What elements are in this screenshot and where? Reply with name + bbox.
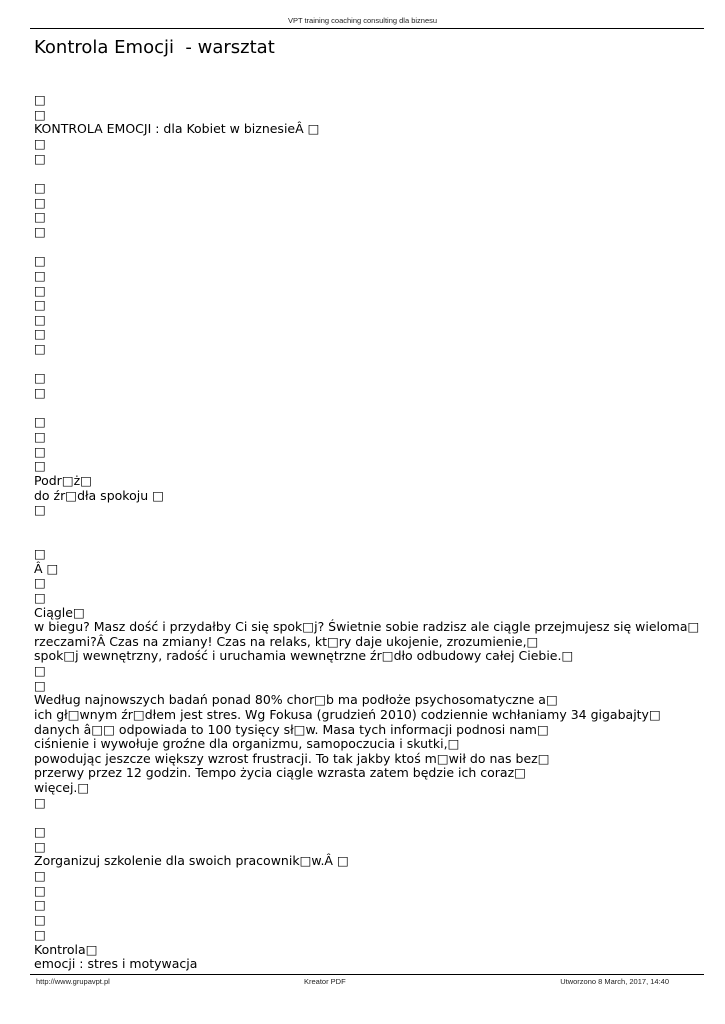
text-line: □ (34, 429, 46, 444)
text-line: Zorganizuj szkolenie dla swoich pracownik□w.Â □ (34, 853, 349, 868)
text-line: □ (34, 575, 46, 590)
running-header: VPT training coaching consulting dla biznesu (287, 16, 438, 25)
text-line: Ciągle□ (34, 605, 85, 620)
footer-url-link[interactable]: http://www.grupavpt.pl (36, 977, 110, 986)
text-line: □ (34, 136, 46, 151)
text-line: KONTROLA EMOCJI : dla Kobiet w biznesieÂ □ (34, 121, 320, 136)
text-line: spok□j wewnętrzny, radość i uruchamia wewnętrzne źr□dło odbudowy całej Ciebie.□ (34, 648, 574, 663)
text-line: □ (34, 590, 46, 605)
text-line: □ (34, 107, 46, 122)
text-line: □ (34, 268, 46, 283)
text-line: □ (34, 209, 46, 224)
text-line: □ (34, 458, 46, 473)
text-line: □ (34, 502, 46, 517)
text-line: więcej.□ (34, 780, 90, 795)
text-line: □ (34, 414, 46, 429)
footer-created-date: Utworzono 8 March, 2017, 14:40 (560, 977, 669, 986)
footer-rule (30, 974, 704, 975)
text-line: emocji : stres i motywacja (34, 956, 198, 971)
text-line: przerwy przez 12 godzin. Tempo życia ciągle wzrasta zatem będzie ich coraz□ (34, 765, 526, 780)
text-line: rzeczami?Â Czas na zmiany! Czas na relaks, kt□ry daje ukojenie, zrozumienie,□ (34, 634, 539, 649)
text-line: □ (34, 385, 46, 400)
text-line: ciśnienie i wywołuje groźne dla organizmu, samopoczucia i skutki,□ (34, 736, 460, 751)
text-line: Podr□ż□ (34, 473, 92, 488)
text-line: Według najnowszych badań ponad 80% chor□b ma podłoże psychosomatyczne a□ (34, 692, 558, 707)
text-line: do źr□dła spokoju □ (34, 488, 164, 503)
footer-generator: Kreator PDF (304, 977, 346, 986)
text-line: □ (34, 883, 46, 898)
text-line: danych â□□ odpowiada to 100 tysięcy sł□w. Masa tych informacji podnosi nam□ (34, 722, 549, 737)
page-title: Kontrola Emocji - warsztat (34, 37, 275, 58)
text-line: □ (34, 253, 46, 268)
text-line: □ (34, 912, 46, 927)
text-line: Kontrola□ (34, 942, 98, 957)
text-line: ich gł□wnym źr□dłem jest stres. Wg Fokusa (grudzień 2010) codziennie wchłaniamy 34 gigabajty□ (34, 707, 661, 722)
text-line: w biegu? Masz dość i przydałby Ci się spok□j? Świetnie sobie radzisz ale ciągle przejmujesz się wieloma□ (34, 619, 700, 634)
text-line: □ (34, 326, 46, 341)
text-line: □ (34, 795, 46, 810)
text-line: □ (34, 297, 46, 312)
text-line: powodując jeszcze większy wzrost frustracji. To tak jakby ktoś m□wił do nas bez□ (34, 751, 550, 766)
header-rule (30, 28, 704, 29)
text-line: □ (34, 678, 46, 693)
text-line: □ (34, 312, 46, 327)
text-line: □ (34, 897, 46, 912)
text-line: □ (34, 341, 46, 356)
text-line: □ (34, 180, 46, 195)
text-line: □ (34, 546, 46, 561)
text-line: □ (34, 224, 46, 239)
text-line: □ (34, 868, 46, 883)
text-line: □ (34, 839, 46, 854)
text-line: □ (34, 927, 46, 942)
text-line: □ (34, 370, 46, 385)
text-line: □ (34, 151, 46, 166)
text-line: □ (34, 663, 46, 678)
text-line: Â □ (34, 561, 59, 576)
text-line: □ (34, 195, 46, 210)
text-line: □ (34, 92, 46, 107)
text-line: □ (34, 444, 46, 459)
text-line: □ (34, 824, 46, 839)
text-line: □ (34, 283, 46, 298)
